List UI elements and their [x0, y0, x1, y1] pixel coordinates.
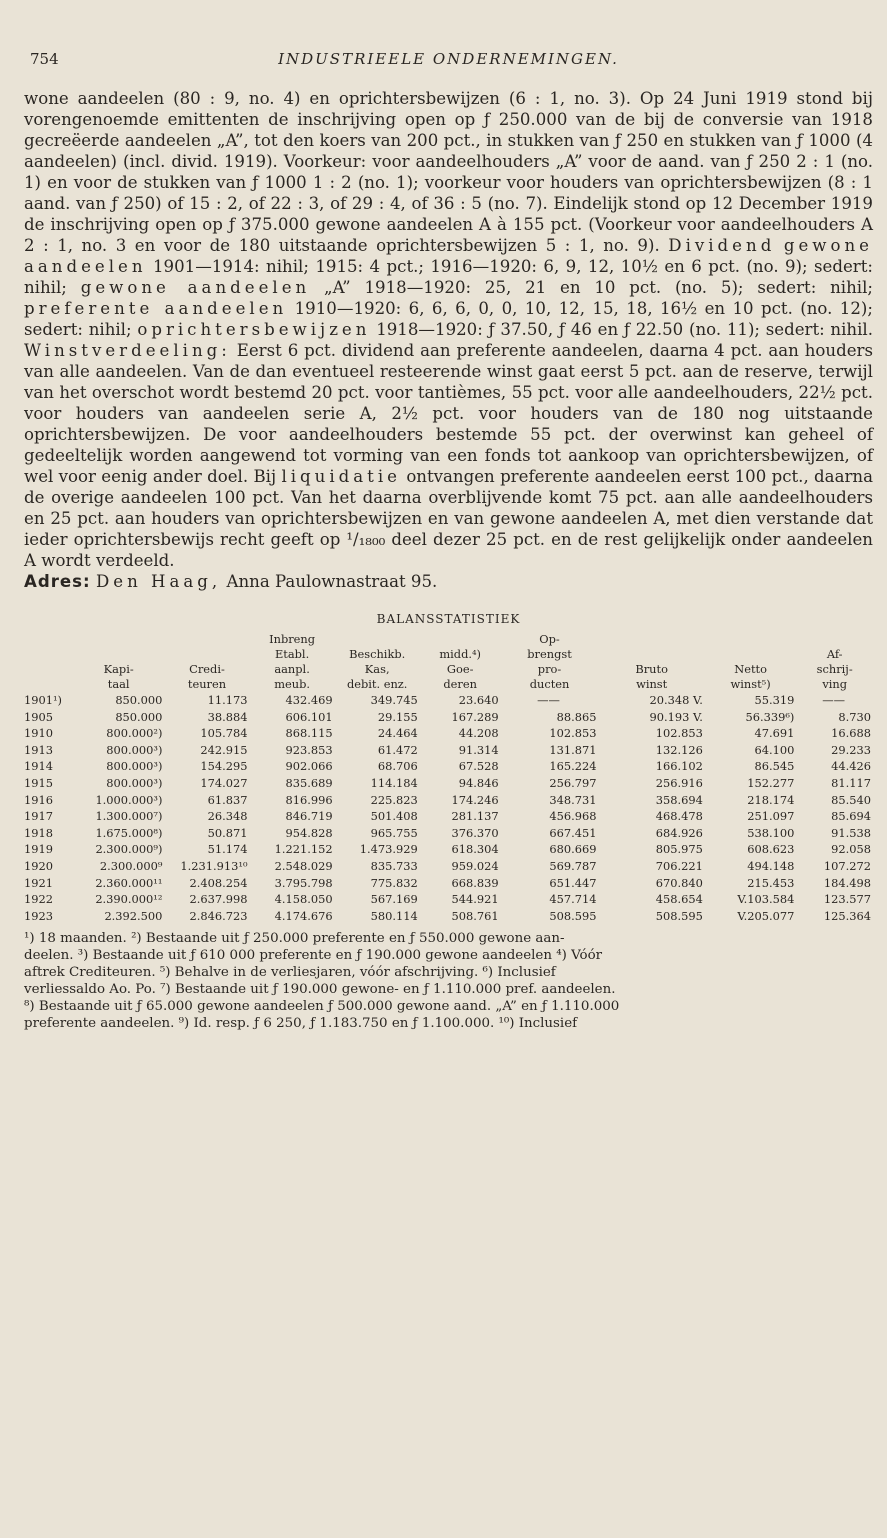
table-cell: 846.719	[285, 809, 333, 824]
table-cell: 959.024	[451, 858, 499, 873]
running-title: INDUSTRIEELE ONDERNEMINGEN.	[278, 50, 619, 68]
label-gewone-aandeelen: gewone aandeelen	[24, 236, 873, 276]
table-cell: 4.158.050	[274, 892, 333, 907]
table-head	[24, 632, 873, 692]
table-cell: 800.000³)	[106, 759, 163, 774]
table-cell: 2.408.254	[189, 875, 248, 890]
table-cell: 8.730	[838, 709, 871, 724]
table-cell: 68.706	[377, 759, 418, 774]
text-liquidatie: ontvangen preferente aandeelen eerst 100 pct., daarna de overige aandeelen 100 pct. Van het daarna overblijvende komt 75 pct. aan alle aandeelhouders en 25 pct. aan houders van oprichtersbewijzen en van gewone aandeelen A, met dien verstande dat ieder oprichtersbewijs recht geeft op ¹/₁₈₀₀ deel dezer 25 pct. en de rest gelijkelijk onder aandeelen A wordt verdeeld.	[24, 467, 873, 570]
table-cell: 800.000²)	[106, 726, 163, 741]
table-row	[24, 825, 873, 842]
table-cell: 51.174	[207, 842, 248, 857]
table-cell: 123.577	[823, 892, 871, 907]
column-header: ducten	[529, 677, 570, 691]
column-header: midd.⁴)	[439, 647, 481, 661]
table-cell: 86.545	[754, 759, 795, 774]
table-row	[24, 858, 873, 875]
column-header: winst⁵)	[730, 677, 771, 691]
table-cell: 2.392.500	[104, 908, 163, 923]
table-cell: 94.846	[458, 775, 499, 790]
table-row	[24, 742, 873, 759]
text-emission: wone aandeelen (80 : 9, no. 4) en oprichtersbewijzen (6 : 1, no. 3). Op 24 Juni 1919 stond bij vorengenoemde emittenten de inschrijving open op ƒ 250.000 van de bij de conversie van 1918 gecreëerde aandeelen „A”, tot den koers van 200 pct., in stukken van ƒ 250 en stukken van ƒ 1000 (4 aandeelen) (incl. divid. 1919). Voorkeur: voor aandeelhouders „A” voor de aand. van ƒ 250 2 : 1 (no. 1) en voor de stukken van ƒ 1000 1 : 2 (no. 1); voorkeur voor houders van oprichtersbewijzen (8 : 1 aand. van ƒ 250) of 15 : 2, of 22 : 3, of 29 : 4, of 36 : 5 (no. 7). Eindelijk stond op 12 December 1919 de inschrijving open op ƒ 375.000 gewone aandeelen A à 155 pct. (Voorkeur voor aandeelhouders A 2 : 1, no. 3 en voor de 180 uitstaande oprichtersbewijzen 5 : 1, no. 9).	[24, 89, 873, 255]
page-number: 754	[30, 50, 59, 68]
table-cell: 2.390.000¹²	[95, 892, 163, 907]
table-cell: 508.595	[655, 908, 703, 923]
table-cell: 251.097	[747, 809, 795, 824]
table-cell: 215.453	[747, 875, 795, 890]
table-cell: 2.846.723	[189, 908, 248, 923]
table-cell: 1.300.000⁷)	[95, 809, 163, 824]
table-cell: 567.169	[370, 892, 418, 907]
column-header: Goe-	[446, 662, 474, 676]
column-header: debit. enz.	[346, 677, 408, 691]
table-cell: 580.114	[370, 908, 418, 923]
table-cell: 132.126	[655, 742, 703, 757]
year-cell: 1905	[24, 709, 53, 724]
table-cell: 850.000	[115, 709, 163, 724]
column-header: Kas,	[364, 662, 390, 676]
table-cell: 56.339⁶)	[745, 709, 795, 724]
year-cell: 1917	[24, 809, 53, 824]
table-cell: 432.469	[285, 693, 333, 707]
label-gewone-aandeelen-a: gewone aandeelen	[80, 278, 311, 297]
text-dividend-preferent: 1910—1920: 6, 6, 6, 0, 0, 10, 12, 15, 18, 16½ en 10 pct. (no. 12); sedert: nihil;	[24, 299, 873, 339]
table-cell: 1.675.000⁸)	[95, 825, 163, 840]
group-header-inbreng: Inbreng	[269, 632, 316, 646]
table-cell: 358.694	[655, 792, 703, 807]
table-row	[24, 891, 873, 908]
column-header: meub.	[274, 677, 310, 691]
table-cell: 456.968	[549, 809, 597, 824]
table-cell: 256.797	[549, 775, 597, 790]
table-cell: 91.314	[458, 742, 499, 757]
table-cell: 184.498	[823, 875, 871, 890]
table-cell: 544.921	[451, 892, 499, 907]
table-cell: 458.654	[655, 892, 703, 907]
balance-statistics-table	[24, 632, 873, 924]
year-cell: 1916	[24, 792, 53, 807]
year-cell: 1920	[24, 858, 53, 873]
table-row	[24, 725, 873, 742]
table-body	[24, 692, 873, 924]
table-cell: 706.221	[655, 858, 703, 873]
table-cell: 805.975	[655, 842, 703, 857]
table-cell: 26.348	[207, 809, 248, 824]
table-cell: 38.884	[207, 709, 248, 724]
table-cell: 88.865	[556, 709, 597, 724]
year-cell: 1910	[24, 726, 53, 741]
table-cell: 55.319	[754, 693, 795, 707]
table-cell: 800.000³)	[106, 742, 163, 757]
table-cell: 107.272	[823, 858, 871, 873]
table-cell: 29.233	[831, 742, 871, 757]
table-cell: 670.840	[655, 875, 703, 890]
table-cell: 105.784	[200, 726, 248, 741]
table-cell: 114.184	[370, 775, 418, 790]
table-cell: 44.426	[831, 759, 871, 774]
column-header: Kapi-	[103, 662, 134, 676]
table-cell: 618.304	[451, 842, 499, 857]
table-cell: 44.208	[458, 726, 499, 741]
year-cell: 1923	[24, 908, 53, 923]
column-header: Bruto	[635, 662, 668, 676]
footnote-line: ¹) 18 maanden. ²) Bestaande uit ƒ 250.000 preferente en ƒ 550.000 gewone aan-	[24, 931, 565, 947]
table-title: BALANSSTATISTIEK	[376, 612, 521, 626]
table-row	[24, 841, 873, 858]
table-cell: 81.117	[831, 775, 871, 790]
table-cell: 684.926	[655, 825, 703, 840]
table-cell: 152.277	[747, 775, 795, 790]
column-header: Netto	[734, 662, 767, 676]
column-header: pro-	[537, 662, 562, 676]
table-cell: 494.148	[747, 858, 795, 873]
header-row-3	[24, 662, 873, 677]
table-cell: 569.787	[549, 858, 597, 873]
label-adres: Adres:	[24, 572, 91, 591]
header-row-1	[24, 632, 873, 647]
table-cell: 800.000³)	[106, 775, 163, 790]
footnote-line: verliessaldo Ao. Po. ⁷) Bestaande uit ƒ 190.000 gewone- en ƒ 1.110.000 pref. aandeelen.	[24, 982, 616, 998]
table-row	[24, 875, 873, 892]
table-cell: 256.916	[655, 775, 703, 790]
table-cell: 91.538	[831, 825, 871, 840]
column-header: aanpl.	[274, 662, 310, 676]
header-row-2	[24, 647, 873, 662]
table-cell: 1.473.929	[359, 842, 418, 857]
label-dividend: Dividend	[668, 236, 776, 255]
column-header: Op-	[539, 632, 560, 646]
table-cell: 667.451	[549, 825, 597, 840]
table-row	[24, 775, 873, 792]
table-cell: 680.669	[549, 842, 597, 857]
column-header: taal	[107, 677, 130, 691]
table-cell: 50.871	[207, 825, 248, 840]
footnotes	[24, 930, 873, 1032]
column-header: winst	[636, 677, 668, 691]
table-cell: 174.246	[451, 792, 499, 807]
table-cell: 2.637.998	[189, 892, 248, 907]
table-cell: 131.871	[549, 742, 597, 757]
column-header: Beschikb.	[349, 647, 406, 661]
table-cell: 16.688	[831, 726, 871, 741]
table-cell: 2.300.000⁹	[99, 858, 163, 873]
table-cell: 965.755	[370, 825, 418, 840]
table-cell: 501.408	[370, 809, 418, 824]
table-cell: 154.295	[200, 759, 248, 774]
table-cell: 165.224	[549, 759, 597, 774]
year-cell: 1919	[24, 842, 53, 857]
table-cell: 468.478	[655, 809, 703, 824]
text-winstverdeeling: Eerst 6 pct. dividend aan preferente aandeelen, daarna 4 pct. aan houders van alle aandeelen. Van de dan eventueel resteerende winst gaat eerst 5 pct. aan de reserve, terwijl van het overschot wordt bestemd 20 pct. voor tantièmes, 55 pct. voor alle aandeelhouders, 22½ pct. voor houders van aandeelen serie A, 2½ pct. voor houders van de 180 nog uitstaande oprichtersbewijzen. De voor aandeelhouders bestemde 55 pct. der overwinst kan geheel of gedeeltelijk worden aangewend tot vorming van een fonds tot aankoop van oprichtersbewijzen, of wel voor eenig ander doel. Bij	[24, 341, 873, 486]
table-cell: 218.174	[747, 792, 795, 807]
column-header: deren	[443, 677, 477, 691]
table-cell: 348.731	[549, 792, 597, 807]
table-cell: 61.837	[207, 792, 248, 807]
table-cell: 3.795.798	[274, 875, 333, 890]
table-cell: 1.000.000³)	[95, 792, 163, 807]
year-cell: 1918	[24, 825, 53, 840]
table-row	[24, 709, 873, 726]
table-cell: 1.231.913¹⁰	[180, 858, 248, 873]
header-row-4	[24, 677, 873, 692]
year-cell: 1914	[24, 759, 53, 774]
year-cell: 1915	[24, 775, 53, 790]
table-cell: 457.714	[549, 892, 597, 907]
table-cell: 508.761	[451, 908, 499, 923]
adres-street: Anna Paulownastraat 95.	[226, 572, 438, 591]
table-row	[24, 908, 873, 925]
table-cell: 92.058	[831, 842, 871, 857]
table-row	[24, 808, 873, 825]
label-liquidatie: liquidatie	[281, 467, 401, 486]
table-cell: 225.823	[370, 792, 418, 807]
table-cell: 67.528	[458, 759, 499, 774]
table-cell: 242.915	[200, 742, 248, 757]
table-cell: 11.173	[207, 693, 248, 707]
column-header: Credi-	[189, 662, 225, 676]
table-cell: 606.101	[285, 709, 333, 724]
table-row	[24, 758, 873, 775]
footnote-line: deelen. ³) Bestaande uit ƒ 610 000 preferente en ƒ 190.000 gewone aandeelen ⁴) Vóór	[24, 948, 603, 964]
footnote-line: preferente aandeelen. ⁹) Id. resp. ƒ 6 250, ƒ 1.183.750 en ƒ 1.100.000. ¹⁰) Inclusief	[24, 1016, 578, 1032]
year-cell: 1901¹)	[24, 693, 62, 707]
table-cell: 349.745	[370, 693, 418, 707]
text-dividend-oprichters: 1918—1920: ƒ 37.50, ƒ 46 en ƒ 22.50 (no. 11); sedert: nihil.	[376, 320, 873, 339]
table-cell: 2.548.029	[274, 858, 333, 873]
year-cell: 1921	[24, 875, 53, 890]
table-cell: ——	[537, 693, 560, 707]
year-cell: 1913	[24, 742, 53, 757]
year-cell: 1922	[24, 892, 53, 907]
column-header: brengst	[527, 647, 572, 661]
table-row	[24, 792, 873, 809]
label-winstverdeeling: Winstverdeeling:	[24, 341, 231, 360]
running-head	[24, 50, 873, 82]
table-cell: V.205.077	[737, 908, 795, 923]
table-cell: 923.853	[285, 742, 333, 757]
table-cell: 538.100	[747, 825, 795, 840]
table-cell: 2.300.000⁹)	[95, 842, 163, 857]
column-header: Etabl.	[274, 647, 310, 661]
table-cell: 954.828	[285, 825, 333, 840]
column-header: Af-	[826, 647, 843, 661]
table-cell: 23.640	[458, 693, 499, 707]
table-cell: 47.691	[754, 726, 795, 741]
table-cell: 668.839	[451, 875, 499, 890]
table-cell: 850.000	[115, 693, 163, 707]
text-dividend-gewone: 1901—1914: nihil; 1915: 4 pct.; 1916—1920: 6, 9, 12, 10½ en 6 pct. (no. 9); sedert: nihil;	[24, 257, 873, 297]
table-cell: 85.694	[831, 809, 871, 824]
table-cell: 174.027	[200, 775, 248, 790]
table-cell: 816.996	[285, 792, 333, 807]
table-cell: 102.853	[655, 726, 703, 741]
label-preferente-aandeelen: preferente aandeelen	[24, 299, 288, 318]
text-dividend-a: „A” 1918—1920: 25, 21 en 10 pct. (no. 5); sedert: nihil;	[324, 278, 873, 297]
table-cell: 61.472	[377, 742, 418, 757]
table-cell: 281.137	[451, 809, 499, 824]
column-header: schrij-	[816, 662, 853, 676]
table-cell: 608.623	[747, 842, 795, 857]
footnote-line: aftrek Crediteuren. ⁵) Behalve in de verliesjaren, vóór afschrijving. ⁶) Inclusief	[24, 965, 556, 981]
table-cell: 1.221.152	[274, 842, 333, 857]
column-header: ving	[822, 677, 848, 691]
table-cell: 902.066	[285, 759, 333, 774]
table-cell: 835.733	[370, 858, 418, 873]
table-cell: 835.689	[285, 775, 333, 790]
table-cell: ——	[822, 693, 846, 707]
table-cell: 651.447	[549, 875, 597, 890]
table-row	[24, 692, 873, 709]
table-cell: 166.102	[655, 759, 703, 774]
table-cell: 24.464	[377, 726, 418, 741]
table-cell: 4.174.676	[274, 908, 333, 923]
table-cell: 29.155	[377, 709, 418, 724]
table-cell: 2.360.000¹¹	[95, 875, 163, 890]
label-oprichtersbewijzen: oprichtersbewijzen	[137, 320, 371, 339]
table-cell: 102.853	[549, 726, 597, 741]
table-cell: 20.348 V.	[649, 693, 703, 707]
table-cell: 85.540	[831, 792, 871, 807]
table-cell: 868.115	[285, 726, 333, 741]
table-cell: 90.193 V.	[649, 709, 703, 724]
table-cell: 125.364	[823, 908, 871, 923]
table-cell: 167.289	[451, 709, 499, 724]
table-cell: 376.370	[451, 825, 499, 840]
adres-city: Den Haag,	[95, 572, 222, 591]
table-cell: 775.832	[370, 875, 418, 890]
table-cell: 508.595	[549, 908, 597, 923]
table-cell: V.103.584	[737, 892, 795, 907]
table-cell: 64.100	[754, 742, 795, 757]
body-paragraph	[24, 82, 873, 592]
footnote-line: ⁸) Bestaande uit ƒ 65.000 gewone aandeelen ƒ 500.000 gewone aand. „A” en ƒ 1.110.000	[24, 999, 620, 1015]
column-header: teuren	[187, 677, 227, 691]
